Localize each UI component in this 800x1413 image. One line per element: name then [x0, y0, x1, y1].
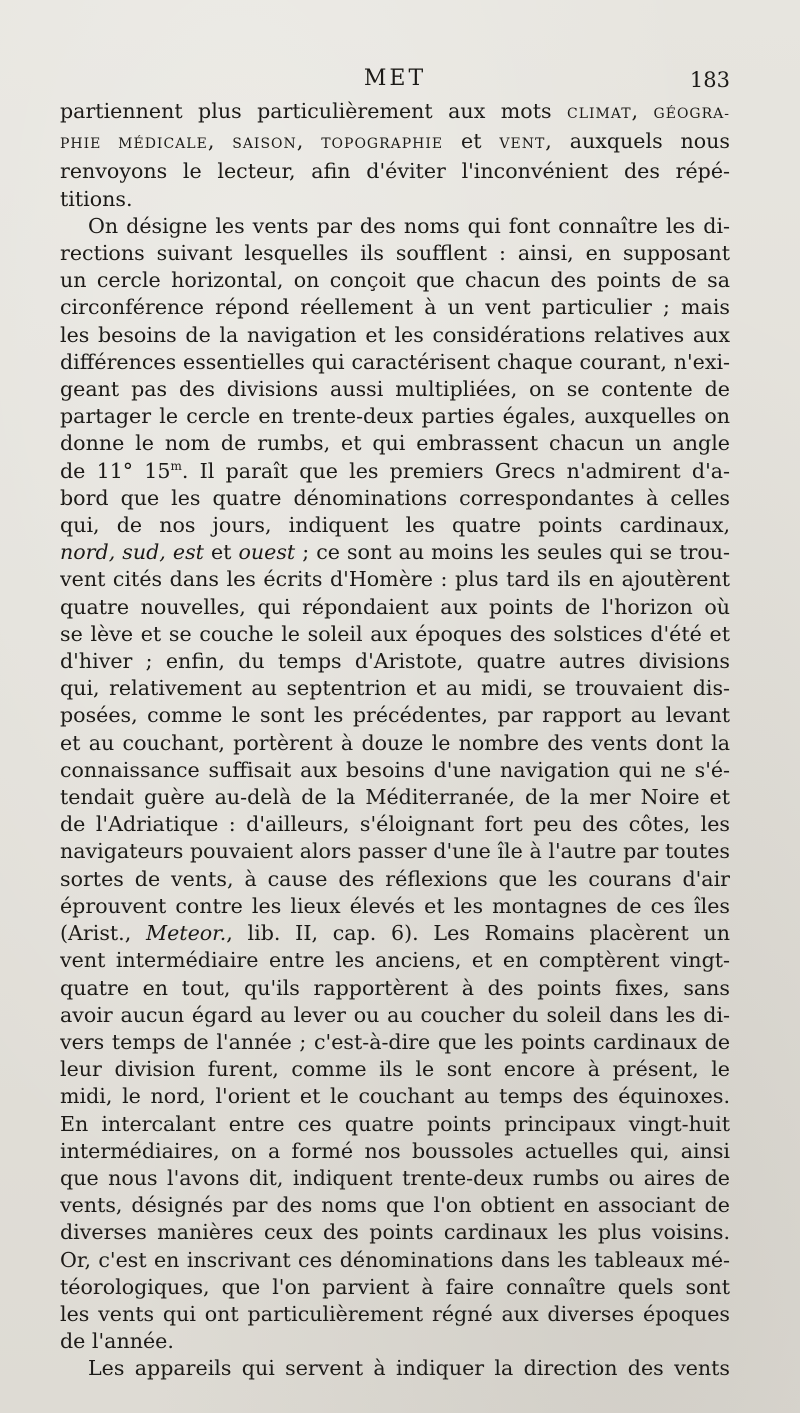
text-line: nord, sud, est et ouest ; ce sont au moins les seules qui se trou-: [60, 540, 730, 565]
text-line: d'hiver ; enfin, du temps d'Aristote, quatre autres divisions: [60, 649, 730, 674]
text-line: vent intermédiaire entre les anciens, et en comptèrent vingt-: [60, 948, 730, 973]
text-line: rections suivant lesquelles ils soufflent : ainsi, en supposant: [60, 241, 730, 266]
text-line: connaissance suffisait aux besoins d'une navigation qui ne s'é-: [60, 757, 730, 782]
text-line: partager le cercle en trente-deux parties égales, auxquelles on: [60, 404, 730, 429]
text-line: Or, c'est en inscrivant ces dénominations dans les tableaux mé-: [60, 1247, 730, 1272]
text-line: avoir aucun égard au lever ou au coucher du soleil dans les di-: [60, 1002, 730, 1027]
text-line: partiennent plus particulièrement aux mots CLIMAT, GÉOGRA-: [60, 99, 730, 123]
text-line: renvoyons le lecteur, afin d'éviter l'inconvénient des répé-: [60, 159, 730, 184]
text-line: diverses manières ceux des points cardinaux les plus voisins.: [60, 1220, 730, 1245]
text-line: vers temps de l'année ; c'est-à-dire que les points cardinaux de: [60, 1029, 730, 1054]
page-header: [60, 66, 730, 98]
text-line: un cercle horizontal, on conçoit que chacun des points de sa: [60, 268, 730, 293]
text-line: geant pas des divisions aussi multipliées, on se contente de: [60, 377, 730, 402]
text-line: quatre en tout, qu'ils rapportèrent à des points fixes, sans: [60, 975, 730, 1000]
text-line: vents, désignés par des noms que l'on obtient en associant de: [60, 1193, 730, 1218]
text-line: sortes de vents, à cause des réflexions que les courans d'air: [60, 866, 730, 891]
text-line: quatre nouvelles, qui répondaient aux points de l'horizon où: [60, 594, 730, 619]
text-line: donne le nom de rumbs, et qui embrassent chacun un angle: [60, 431, 730, 456]
text-line: les besoins de la navigation et les considérations relatives aux: [60, 322, 730, 347]
text-line: que nous l'avons dit, indiquent trente-deux rumbs ou aires de: [60, 1165, 730, 1190]
text-line: de l'année.: [60, 1329, 174, 1354]
text-line: bord que les quatre dénominations correspondantes à celles: [60, 485, 730, 510]
text-line: de l'Adriatique : d'ailleurs, s'éloignant fort peu des côtes, les: [60, 812, 730, 837]
text-line: (Arist., Meteor., lib. II, cap. 6). Les Romains placèrent un: [60, 921, 730, 946]
text-line: téorologiques, que l'on parvient à faire connaître quels sont: [60, 1274, 730, 1299]
text-line: tendait guère au-delà de la Méditerranée, de la mer Noire et: [60, 785, 730, 810]
text-line: titions.: [60, 186, 133, 211]
text-line: En intercalant entre ces quatre points principaux vingt-huit: [60, 1111, 730, 1136]
text-line: et au couchant, portèrent à douze le nombre des vents dont la: [60, 730, 730, 755]
running-head: MET: [363, 66, 427, 91]
text-line: éprouvent contre les lieux élevés et les montagnes de ces îles: [60, 893, 730, 918]
text-line: posées, comme le sont les précédentes, par rapport au levant: [60, 703, 730, 728]
text-line: navigateurs pouvaient alors passer d'une île à l'autre par toutes: [60, 839, 730, 864]
text-line: qui, relativement au septentrion et au midi, se trouvaient dis-: [60, 676, 730, 701]
text-line: qui, de nos jours, indiquent les quatre points cardinaux,: [60, 513, 730, 538]
page-number: 183: [689, 68, 730, 92]
text-body: [60, 98, 730, 1383]
text-line: leur division furent, comme ils le sont encore à présent, le: [60, 1057, 730, 1082]
text-line: de 11° 15$^m$. Il paraît que les premiers Grecs n'admirent d'a-: [60, 458, 730, 483]
text-line: midi, le nord, l'orient et le couchant au temps des équinoxes.: [60, 1084, 730, 1109]
text-line: différences essentielles qui caractérisent chaque courant, n'exi-: [60, 349, 730, 374]
text-line: PHIE MÉDICALE, SAISON, TOPOGRAPHIE et VENT, auxquels nous: [60, 129, 730, 154]
text-line: Les appareils qui servent à indiquer la direction des vents: [88, 1356, 730, 1381]
text-line: vent cités dans les écrits d'Homère : plus tard ils en ajoutèrent: [60, 567, 730, 592]
text-line: se lève et se couche le soleil aux époques des solstices d'été et: [60, 621, 730, 646]
text-line: circonférence répond réellement à un vent particulier ; mais: [60, 295, 730, 320]
text-line: intermédiaires, on a formé nos boussoles actuelles qui, ainsi: [60, 1138, 730, 1163]
text-line: On désigne les vents par des noms qui font connaître les di-: [88, 213, 730, 238]
text-line: les vents qui ont particulièrement régné aux diverses époques: [60, 1301, 730, 1326]
